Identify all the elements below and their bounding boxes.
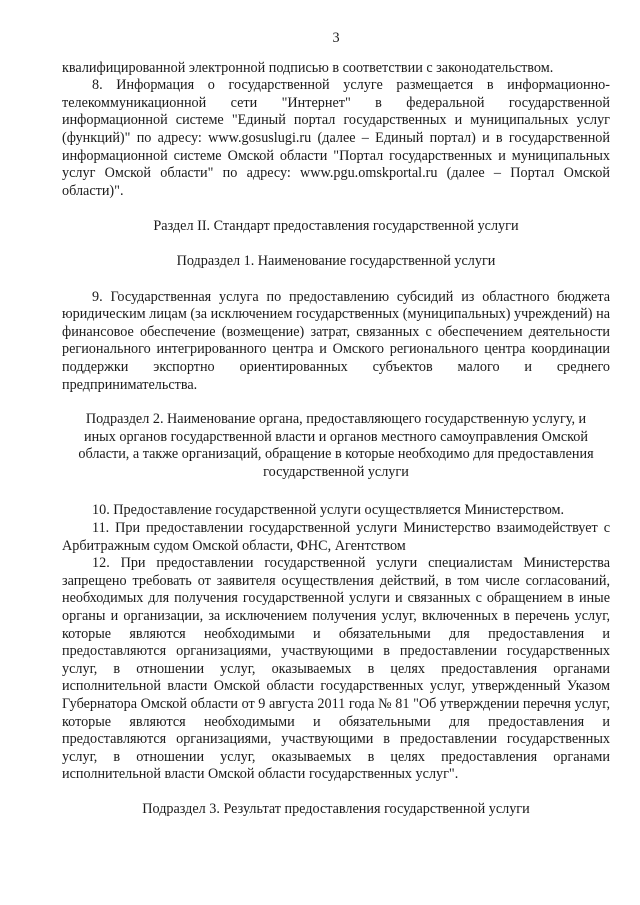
paragraph-11: 11. При предоставлении государственной услуги Министерство взаимодействует с Арбитражным судом Омской области, ФНС, Агентством — [62, 520, 610, 554]
paragraph-10: 10. Предоставление государственной услуги осуществляется Министерством. — [92, 502, 565, 519]
page-number: 3 — [332, 30, 340, 46]
paragraph-9: 9. Государственная услуга по предоставлению субсидий из областного бюджета юридическим лицам (за исключением государственных (муниципальных) учреждений) на финансовое обеспечение (возмещение) затрат, связанных с обеспечением деятельности регионального интегрированного центра и Омского регионального центра координации поддержки экспортно ориентированных субъектов малого и среднего предпринимательства. — [62, 288, 610, 393]
section-heading: Раздел II. Стандарт предоставления государственной услуги — [153, 218, 519, 235]
document-page — [62, 30, 610, 819]
paragraph-12: 12. При предоставлении государственной услуги специалистам Министерства запрещено требовать от заявителя осуществления действий, в том числе согласований, необходимых для получения государственной услуги и связанных с обращением в иные органы и организации, за исключением получения услуг, включенных в перечень услуг, которые являются необходимыми и обязательными для предоставления и предоставляются организациями, участвующими в предоставлении государственных услуг, в отношении услуг, оказываемых в целях предоставления органами исполнительной власти Омской области государственных услуг, утвержденный Указом Губернатора Омской области от 9 августа 2011 года № 81 "Об утверждении перечня услуг, которые являются необходимыми и обязательными для предоставления и предоставляются организациями, участвующими в предоставлении государственных услуг, в отношении услуг, оказываемых в целях предоставления органами исполнительной власти Омской области государственных услуг". — [62, 555, 610, 783]
subsection-1-heading: Подраздел 1. Наименование государственной услуги — [176, 252, 496, 269]
paragraph-8: 8. Информация о государственной услуге размещается в информационно-телекоммуникационной сети "Интернет" в федеральной государственной информационной системе "Единый портал государственных и муниципальных услуг (функций)" по адресу: www.gosuslugi.ru (далее – Единый портал) и в государственной информационной системе Омской области "Портал государственных и муниципальных услуг Омской области" по адресу: www.pgu.omskportal.ru (далее – Портал Омской области)". — [62, 77, 610, 199]
subsection-2-heading: Подраздел 2. Наименование органа, предоставляющего государственную услугу, и иных органов государственной власти и органов местного самоуправления Омской области, а также организаций, обращение в которые необходимо для предоставления государственной услуги — [78, 411, 594, 480]
subsection-3-heading: Подраздел 3. Результат предоставления государственной услуги — [142, 800, 530, 817]
paragraph-continuation: квалифицированной электронной подписью в соответствии с законодательством. — [62, 59, 554, 76]
